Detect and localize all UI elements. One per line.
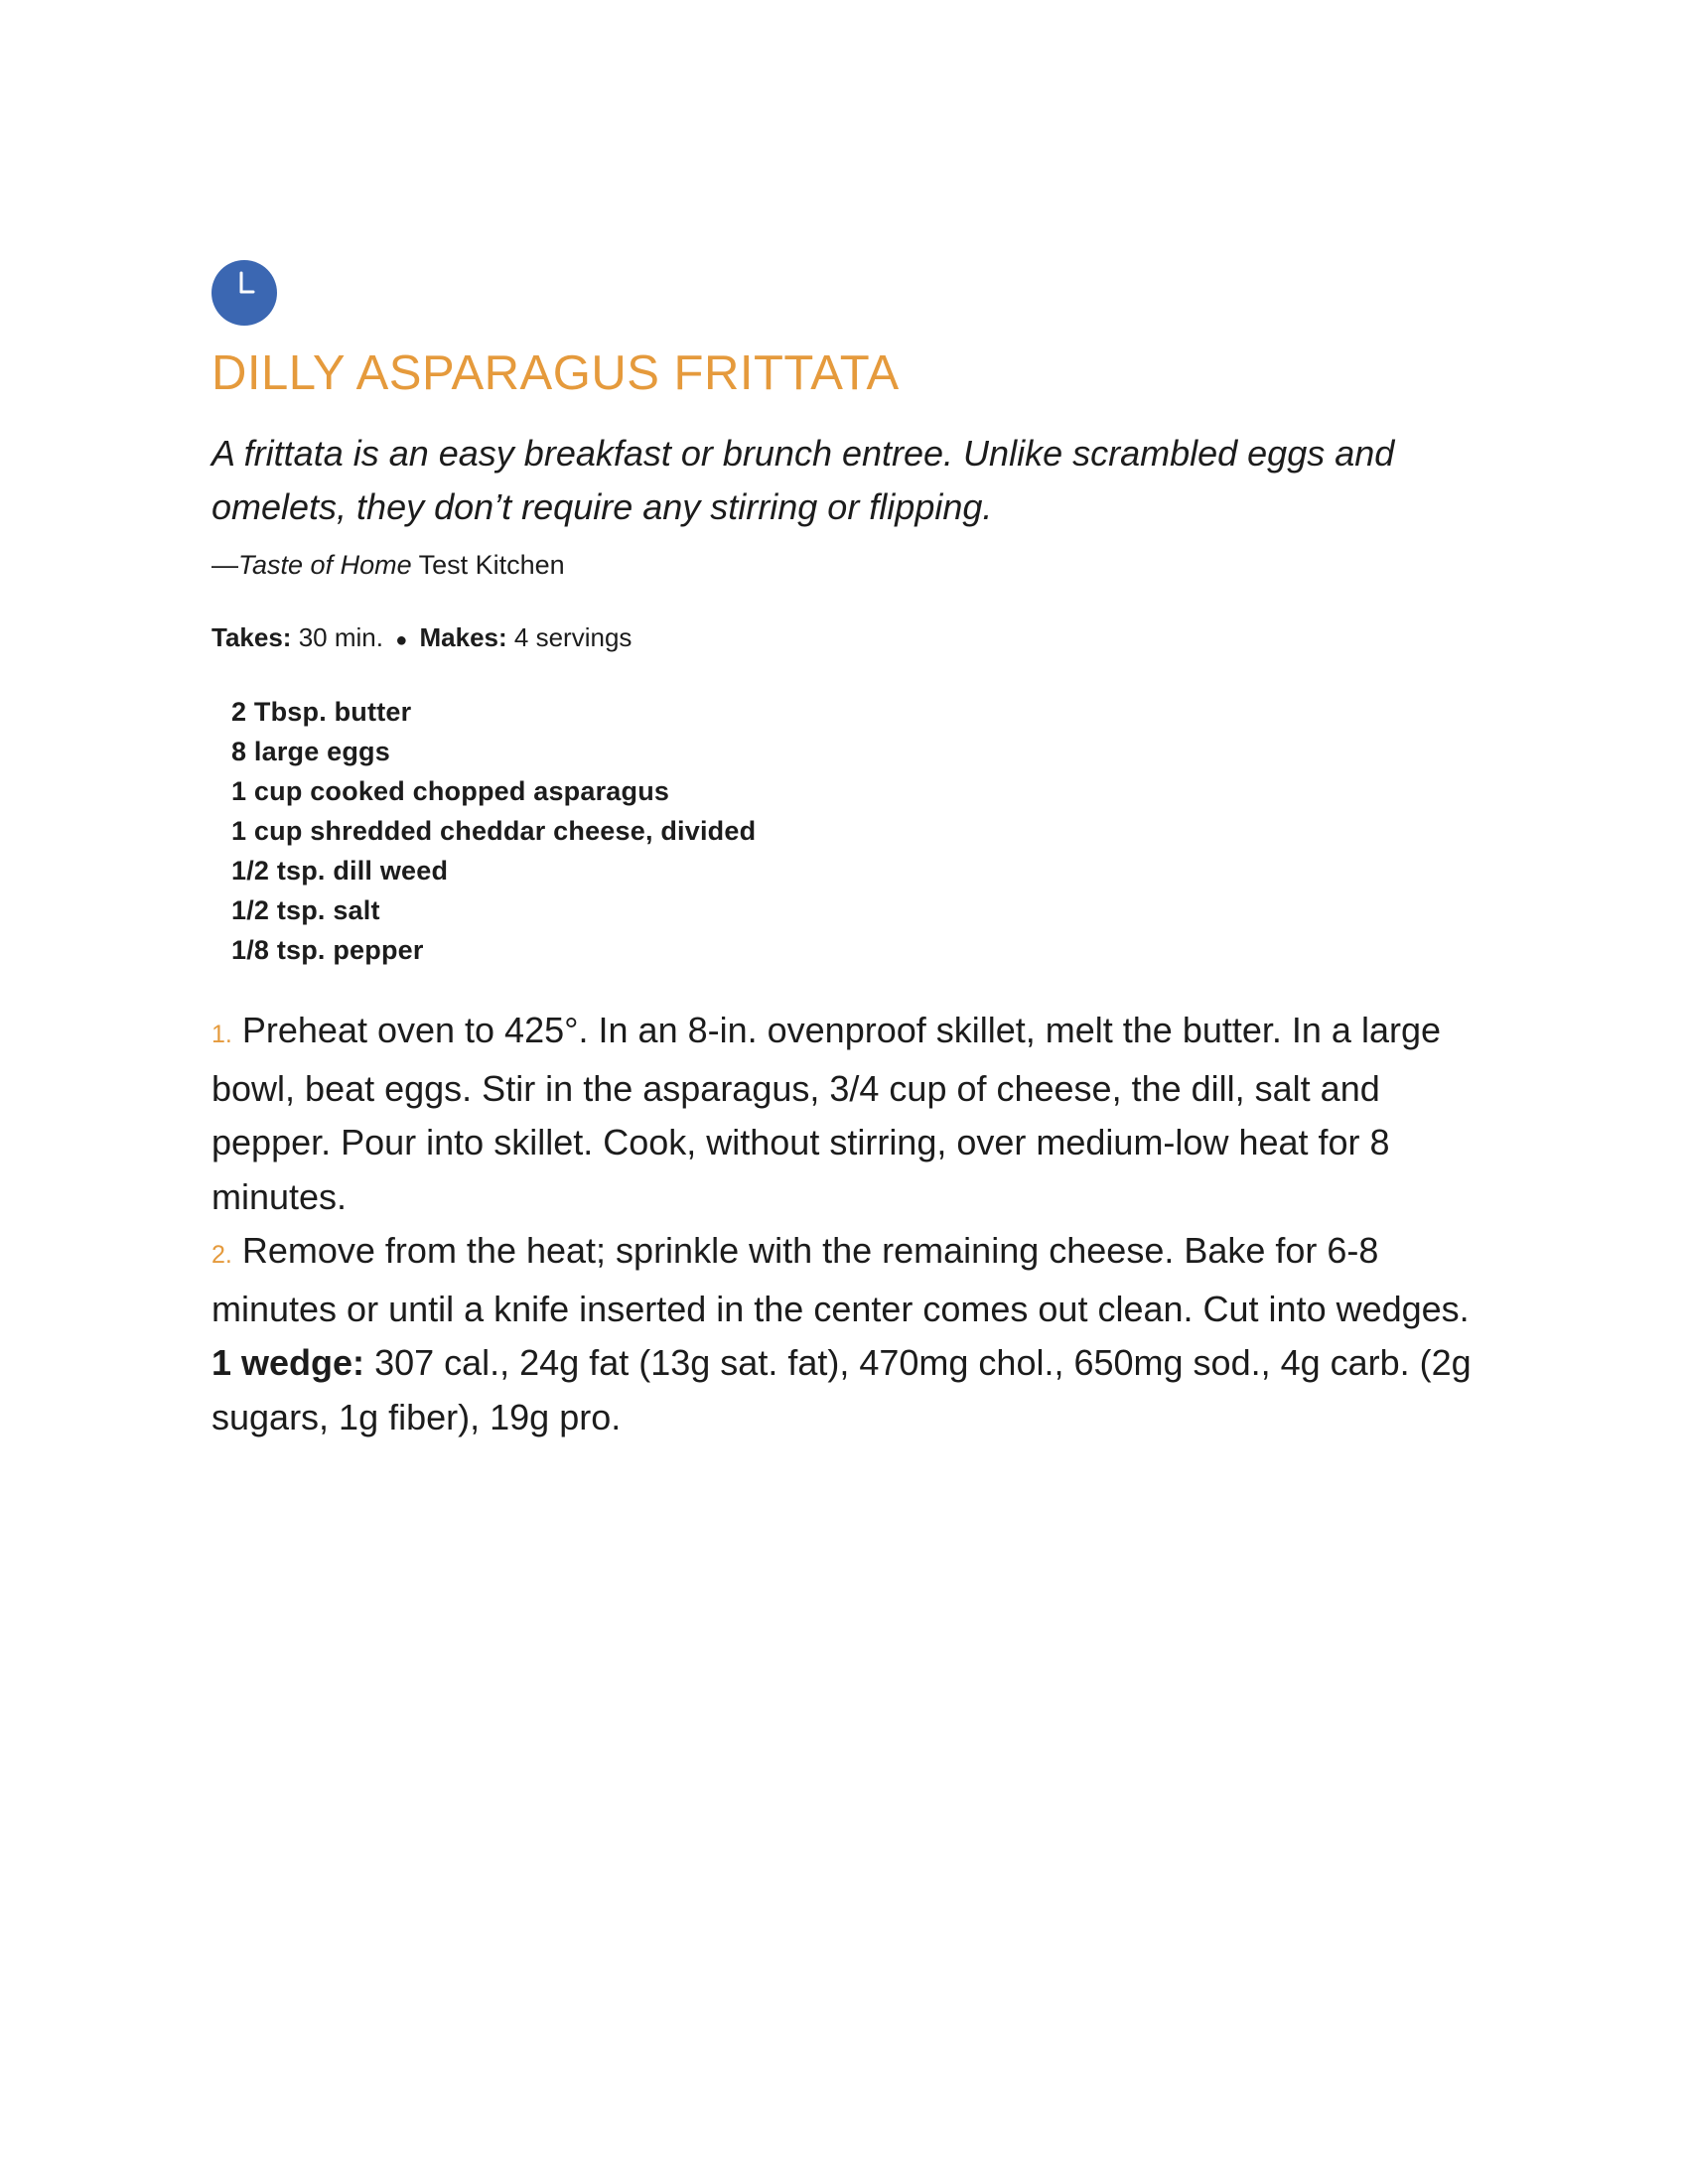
byline-suffix: Test Kitchen — [411, 550, 565, 580]
recipe-byline — [211, 546, 1502, 584]
ingredient-item: 1/2 tsp. salt — [231, 895, 380, 925]
ingredient-item: 2 Tbsp. butter — [231, 697, 412, 727]
step-1 — [211, 1004, 1492, 1224]
recipe-page — [211, 260, 1502, 1444]
clock-icon — [211, 260, 277, 326]
makes-value: 4 servings — [513, 622, 633, 652]
nutrition-label: 1 wedge: — [211, 1342, 365, 1383]
step-number: 2. — [211, 1241, 232, 1269]
nutrition-facts — [211, 1336, 1492, 1444]
takes-value: 30 min. — [298, 622, 383, 652]
step-text: Preheat oven to 425°. In an 8-in. ovenproof skillet, melt the butter. In a large bowl, beat eggs. Stir in the asparagus, 3/4 cup of cheese, the dill, salt and pepper. Pour into skillet. Cook, without stirring, over medium-low heat for 8 minutes. — [211, 1010, 1441, 1217]
nutrition-text: 307 cal., 24g fat (13g sat. fat), 470mg chol., 650mg sod., 4g carb. (2g sugars, 1g fiber), 19g pro. — [211, 1342, 1472, 1437]
step-2 — [211, 1224, 1492, 1336]
ingredient-item: 8 large eggs — [231, 737, 390, 766]
ingredient-item: 1/8 tsp. pepper — [231, 935, 424, 965]
ingredient-item: 1 cup shredded cheddar cheese, divided — [231, 816, 757, 846]
step-text: Remove from the heat; sprinkle with the remaining cheese. Bake for 6-8 minutes or until a knife inserted in the center comes out clean. Cut into wedges. — [211, 1230, 1470, 1329]
step-number: 1. — [211, 1021, 232, 1048]
bullet-separator: ● — [395, 629, 408, 651]
recipe-intro: A frittata is an easy breakfast or brunch entree. Unlike scrambled eggs and omelets, they don’t require any stirring or flipping. — [211, 433, 1395, 527]
ingredient-item: 1/2 tsp. dill weed — [231, 856, 449, 886]
byline-publication: Taste of Home — [238, 550, 412, 580]
ingredient-item: 1 cup cooked chopped asparagus — [231, 776, 670, 806]
byline-prefix: — — [211, 550, 238, 580]
takes-label: Takes: — [211, 622, 292, 652]
makes-label: Makes: — [419, 622, 507, 652]
recipe-meta — [211, 619, 1502, 658]
recipe-title: DILLY ASPARAGUS FRITTATA — [211, 346, 900, 400]
directions — [211, 1004, 1492, 1444]
ingredient-list — [231, 692, 1502, 970]
